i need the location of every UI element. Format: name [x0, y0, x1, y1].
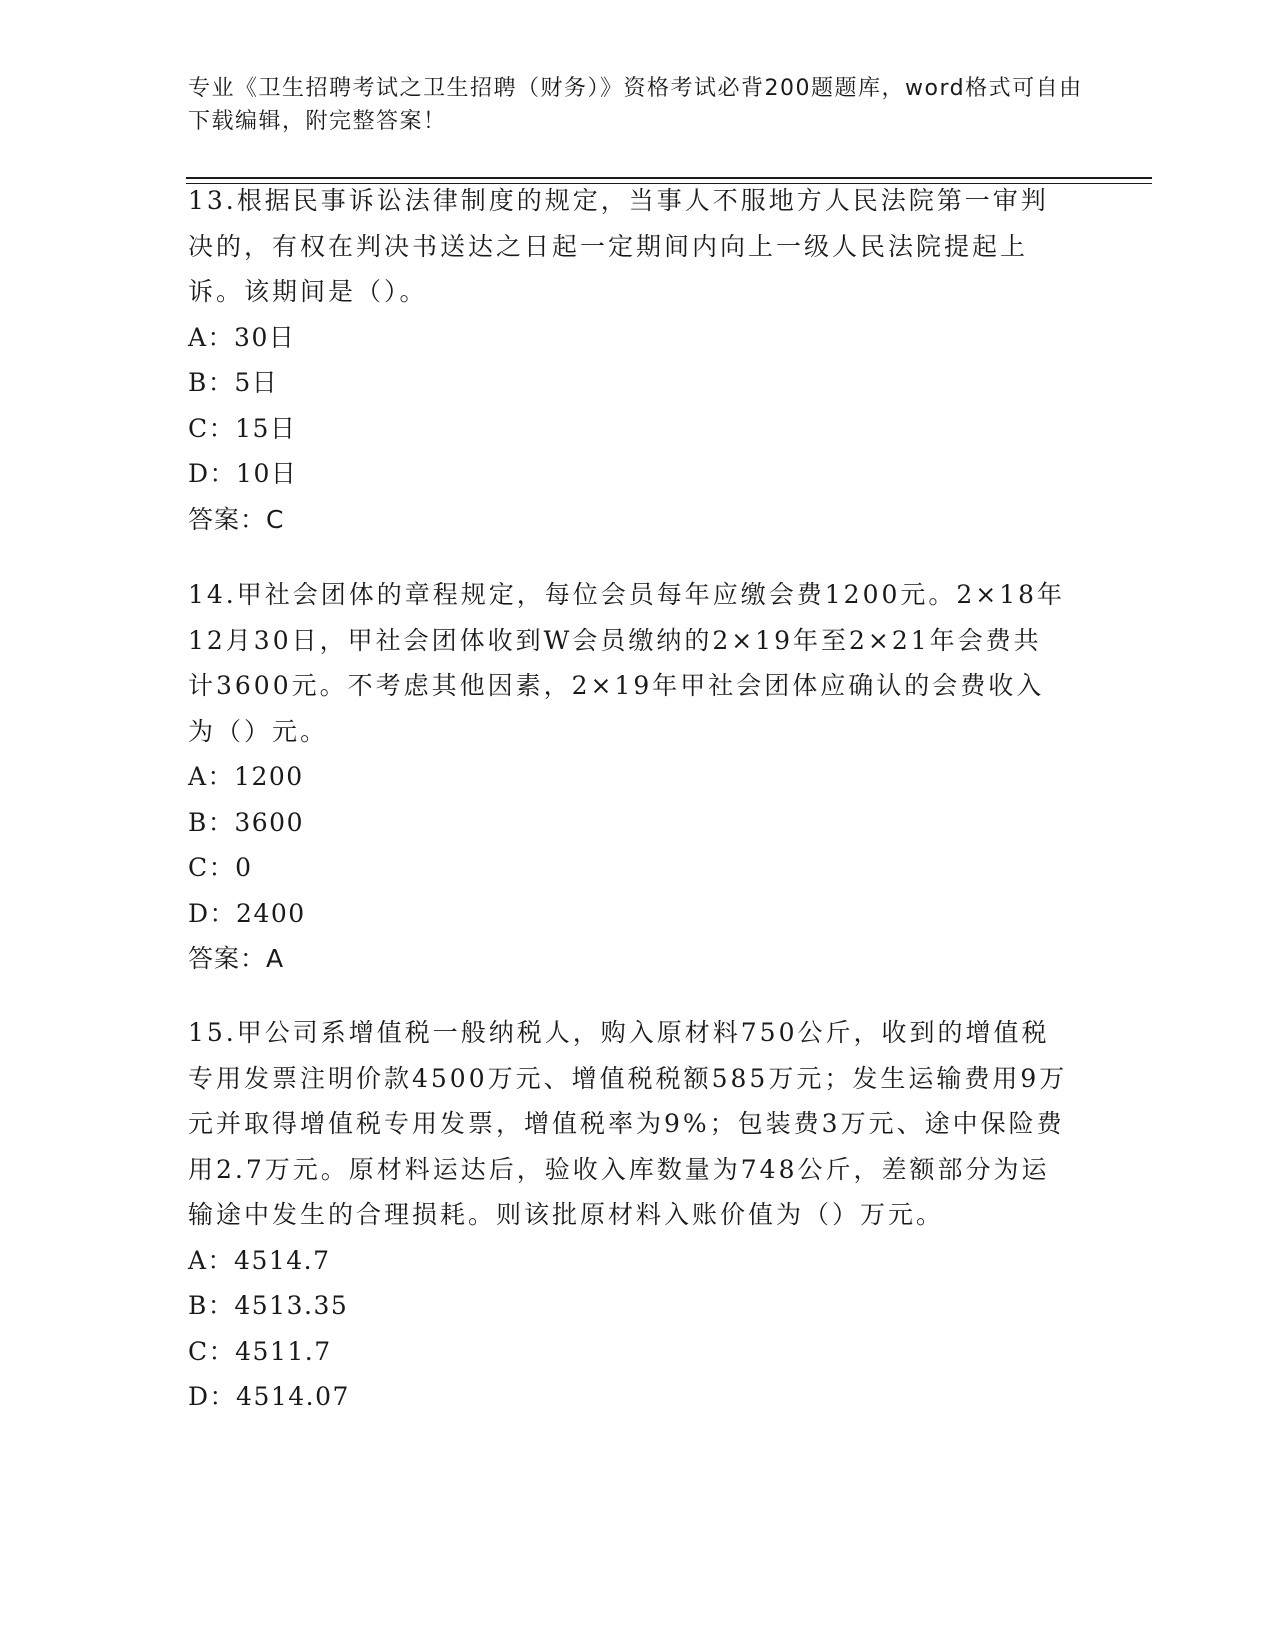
question-13-answer: 答案：C [188, 504, 285, 534]
question-15-option-d: D：4514.07 [188, 1382, 350, 1411]
question-14-option-d: D：2400 [188, 898, 306, 928]
question-13-option-d: D：10日 [188, 459, 298, 488]
question-15-text: 15.甲公司系增值税一般纳税人，购入原材料750公斤，收到的增值税专用发票注明价款4500万元、增值税税额585万元；发生运输费用9万元并取得增值税专用发票，增值税率为9%；包装费3万元、途中保险费用2.7万元。原材料运达后，验收入库数量为748公斤，差额部分为运输途中发生的合理损耗。则该批原材料入账价值为（）万元。 [188, 1018, 1068, 1229]
question-13 [188, 178, 1068, 542]
question-14-option-b: B：3600 [188, 807, 304, 837]
question-15 [188, 1010, 1068, 1420]
question-14-text: 14.甲社会团体的章程规定，每位会员每年应缴会费1200元。2×18年12月30日，甲社会团体收到W会员缴纳的2×19年至2×21年会费共计3600元。不考虑其他因素，2×19年甲社会团体应确认的会费收入为（）元。 [188, 580, 1066, 746]
question-13-option-b: B：5日 [188, 368, 279, 397]
question-15-option-b: B：4513.35 [188, 1291, 349, 1320]
question-14-answer: 答案：A [188, 944, 285, 973]
question-15-option-c: C：4511.7 [188, 1336, 332, 1366]
question-13-option-c: C：15日 [188, 413, 297, 443]
question-13-text: 13.根据民事诉讼法律制度的规定，当事人不服地方人民法院第一审判决的，有权在判决书送达之日起一定期间内向上一级人民法院提起上诉。该期间是（）。 [188, 186, 1049, 306]
question-14-option-c: C：0 [188, 853, 253, 882]
question-15-option-a: A：4514.7 [188, 1245, 331, 1275]
question-13-option-a: A：30日 [188, 322, 296, 352]
document-header: 专业《卫生招聘考试之卫生招聘（财务）》资格考试必背200题题库，word格式可自由下载编辑，附完整答案！ [188, 76, 1083, 134]
question-14-option-a: A：1200 [188, 762, 304, 791]
question-14 [188, 572, 1068, 982]
